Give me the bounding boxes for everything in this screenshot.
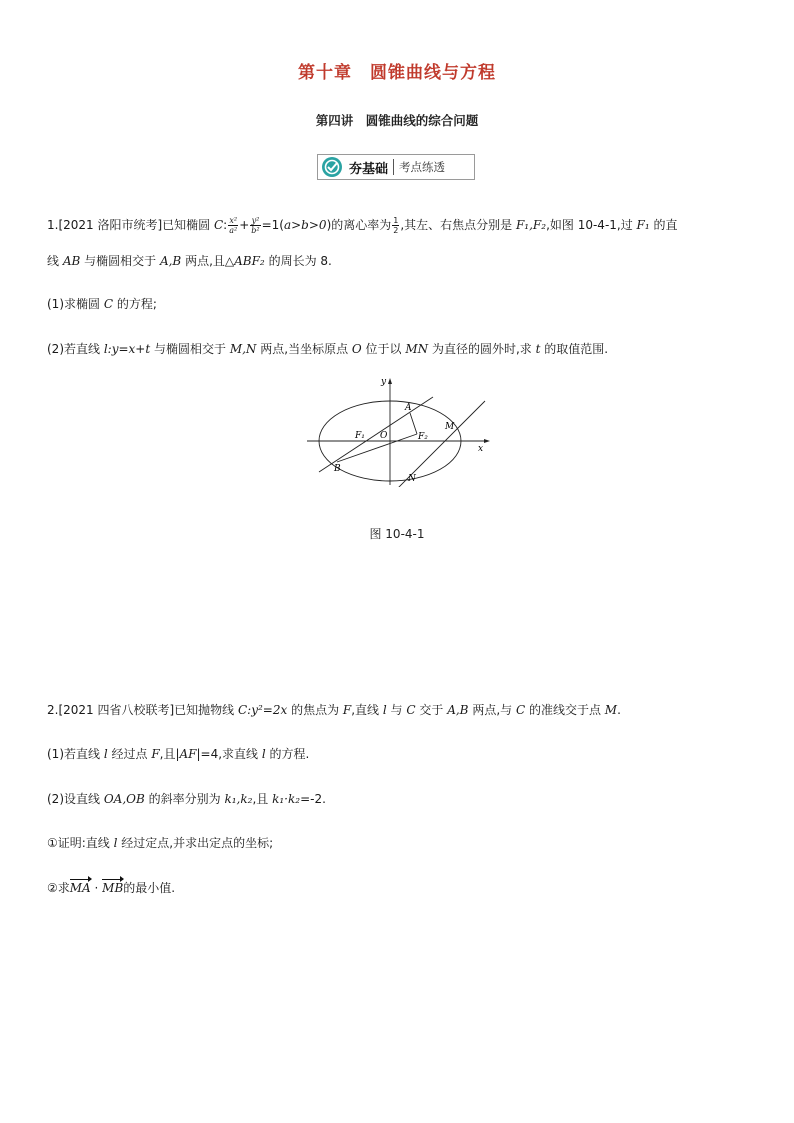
q2-p1e: 的方程.	[265, 747, 310, 761]
chapter-title: 第十章 圆锥曲线与方程	[298, 63, 496, 83]
lecture-title: 第四讲 圆锥曲线的综合问题	[315, 113, 479, 128]
q2-sub2	[47, 880, 175, 896]
q2-a3: 与	[386, 703, 407, 717]
q2-sub1	[47, 835, 273, 851]
q1-frac1-num: x²	[229, 216, 238, 225]
q1-frac2-den: b²	[251, 226, 260, 235]
q2-p2-oa: OA,OB	[103, 792, 145, 806]
q1-ab: AB	[62, 254, 81, 268]
q1-p2-t: t	[535, 342, 541, 356]
q2-curve: C:y²=2x	[237, 703, 288, 717]
q1-mid3: ,如图 10-4-1,过	[546, 218, 637, 232]
q1-f1: F₁	[636, 218, 650, 232]
y-axis-arrow	[388, 378, 392, 384]
q1-p2b: 与椭圆相交于	[150, 342, 230, 356]
q1-fraction-x	[228, 216, 238, 235]
q2-vector-ma: MA	[69, 881, 91, 895]
ellipse-figure	[305, 377, 490, 487]
q2-p2-k2: k₁·k₂	[272, 792, 301, 806]
q2-c: C	[406, 703, 416, 717]
q1-e-num: 1	[393, 216, 399, 225]
q1-p2-line: l:y=x+t	[103, 342, 151, 356]
q1-p1b: 的方程;	[113, 297, 157, 311]
q2-line1	[47, 702, 621, 718]
label-y: y	[381, 377, 387, 387]
q2-p1-ab: AF	[179, 747, 197, 761]
label-n: N	[408, 474, 416, 484]
x-axis-arrow	[484, 439, 490, 443]
label-f1: F₁	[355, 431, 365, 441]
segment-bf2	[337, 434, 417, 462]
q1-p1a: (1)求椭圆	[47, 297, 104, 311]
q1-prefix: 1.[2021 洛阳市统考]已知椭圆	[47, 218, 214, 232]
q1-p2-o: O	[351, 342, 362, 356]
q1-p2d: 位于以	[361, 342, 406, 356]
q2-m: M	[604, 703, 618, 717]
q2-vector-mb: MB	[102, 881, 124, 895]
q1-line1	[47, 216, 678, 235]
q1-end1: 的直	[649, 218, 678, 232]
q2-p1-l2: l	[261, 747, 266, 761]
segment-af2	[410, 413, 417, 434]
q2-part2	[47, 791, 326, 807]
q1-p2f: 的取值范围.	[540, 342, 609, 356]
q1-foci: F₁,F₂	[515, 218, 547, 232]
q2-p2d: =-2.	[300, 792, 326, 806]
q2-s1-l: l	[113, 836, 118, 850]
label-b: B	[334, 464, 341, 474]
q1-p1-curve: C	[103, 297, 114, 311]
q2-p1-l: l	[103, 747, 108, 761]
q2-s1b: 经过定点,并求出定点的坐标;	[117, 836, 274, 850]
label-o: O	[380, 431, 388, 441]
q1-part1	[47, 296, 157, 312]
q1-frac2-num: y²	[251, 216, 260, 225]
q2-s1a: ①证明:直线	[47, 836, 114, 850]
q1-l2a: 线	[47, 254, 63, 268]
q1-frac1-den: a²	[229, 226, 238, 235]
q2-c2: C	[515, 703, 526, 717]
figure-caption: 图 10-4-1	[369, 527, 425, 541]
badge-divider	[393, 159, 394, 175]
q1-e-den: 2	[393, 226, 399, 235]
q1-fraction-y	[250, 216, 260, 235]
q1-p2e: 为直径的圆外时,求	[428, 342, 536, 356]
q2-dot: ·	[90, 881, 103, 895]
q2-a6: 的准线交于点	[525, 703, 605, 717]
q1-p2a: (2)若直线	[47, 342, 104, 356]
q1-l2c: 两点,且△	[181, 254, 235, 268]
q1-triangle: ABF₂	[234, 254, 265, 268]
q1-curve: C	[213, 218, 224, 232]
q2-a5: 两点,与	[468, 703, 516, 717]
q1-colon: :	[223, 218, 228, 232]
q2-p1b: 经过点	[107, 747, 152, 761]
q2-l: l	[382, 703, 387, 717]
q1-plus: +	[239, 218, 250, 232]
q1-part2	[47, 341, 608, 357]
q2-f: F	[342, 703, 352, 717]
q2-a4: 交于	[415, 703, 448, 717]
q2-a7: .	[617, 703, 621, 717]
q1-mid1: )的离心率为	[326, 218, 392, 232]
q1-l2d: 的周长为 8.	[264, 254, 332, 268]
label-f2: F₂	[418, 432, 428, 442]
q2-p1d: |=4,求直线	[196, 747, 262, 761]
q1-condition: a>b>0	[283, 218, 327, 232]
q1-fraction-e	[392, 216, 399, 235]
q2-p1a: (1)若直线	[47, 747, 104, 761]
q2-p2c: ,且	[252, 792, 273, 806]
badge-sub-label: 考点练透	[399, 160, 446, 174]
q1-eq-one: =1(	[261, 218, 284, 232]
label-m: M	[445, 422, 455, 432]
check-target-icon	[321, 156, 343, 178]
q2-p2a: (2)设直线	[47, 792, 104, 806]
q2-part1	[47, 746, 309, 762]
section-badge	[317, 154, 475, 180]
q1-p2c: 两点,当坐标原点	[256, 342, 352, 356]
q2-a2: ,直线	[351, 703, 383, 717]
label-a: A	[405, 403, 412, 413]
q1-p2-mn: M,N	[229, 342, 257, 356]
q2-a1: 的焦点为	[287, 703, 343, 717]
q2-s2a: ②求	[47, 881, 70, 895]
q1-line2	[47, 253, 332, 269]
q2-prefix: 2.[2021 四省八校联考]已知抛物线	[47, 703, 238, 717]
badge-main-label: 夯基础	[349, 161, 389, 177]
q1-mid2: ,其左、右焦点分别是	[400, 218, 516, 232]
label-x: x	[478, 444, 484, 454]
q2-p1c: ,且|	[159, 747, 180, 761]
q2-ab: A,B	[447, 703, 469, 717]
q2-p2-k: k₁,k₂	[224, 792, 253, 806]
q2-p1-f: F	[151, 747, 160, 761]
q2-p2b: 的斜率分别为	[144, 792, 225, 806]
q1-p2-mn2: MN	[405, 342, 429, 356]
q1-l2b: 与椭圆相交于	[80, 254, 160, 268]
q2-s2b: 的最小值.	[123, 881, 176, 895]
q1-ab-points: A,B	[159, 254, 182, 268]
